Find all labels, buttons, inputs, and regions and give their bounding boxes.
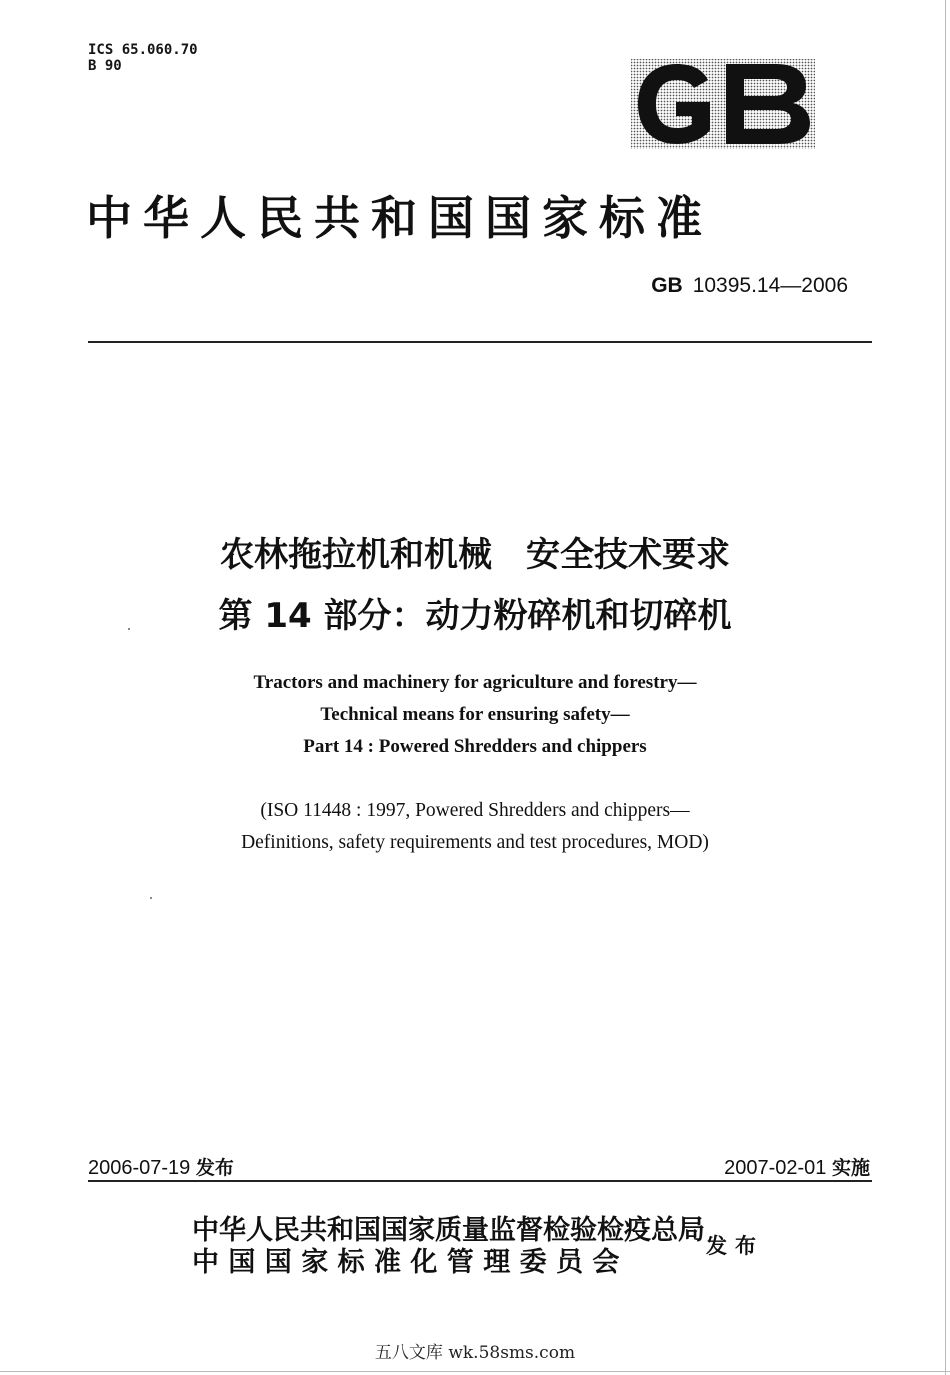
ics-code: ICS 65.060.70 (88, 42, 198, 58)
issuer-line1: 中华人民共和国国家质量监督检验检疫总局 (192, 1215, 705, 1246)
title-en-line2: Technical means for ensuring safety— (320, 704, 630, 725)
scan-edge-bottom (0, 1371, 950, 1372)
footer-divider (88, 1180, 872, 1182)
issue-date-block (88, 1153, 234, 1180)
title-zh-line1: 农林拖拉机和机械 安全技术要求 (220, 535, 730, 575)
classification-codes (88, 42, 198, 74)
title-en-line1: Tractors and machinery for agriculture and forestry— (253, 672, 697, 693)
implement-date: 2007-02-01 (724, 1157, 827, 1179)
scan-edge-right (945, 0, 946, 1375)
iso-reference-line1: (ISO 11448 : 1997, Powered Shredders and chippers— (260, 800, 690, 821)
standard-number (651, 274, 848, 298)
iso-reference-line2: Definitions, safety requirements and test procedures, MOD) (241, 832, 709, 853)
implement-label: 实施 (831, 1157, 870, 1179)
issuer-line2: 中 国 国 家 标 准 化 管 理 委 员 会 (192, 1247, 620, 1278)
watermark: 五八文库 wk.58sms.com (374, 1343, 576, 1363)
header-divider (88, 341, 872, 343)
scan-speck (150, 897, 152, 899)
issue-label: 发布 (195, 1157, 234, 1179)
title-en-line3: Part 14 : Powered Shredders and chippers (303, 736, 647, 757)
standard-code: 10395.14—2006 (692, 274, 848, 297)
issue-date: 2006-07-19 (88, 1157, 191, 1179)
gb-logo-icon (630, 58, 816, 150)
ccs-code: B 90 (88, 58, 122, 74)
implement-date-block (724, 1153, 870, 1180)
title-zh-line2: 第 14 部分：动力粉碎机和切碎机 (218, 596, 732, 636)
publish-label: 发布 (706, 1234, 764, 1258)
standard-prefix: GB (651, 274, 683, 297)
national-standard-title: 中华人民共和国国家标准 (86, 191, 713, 245)
scan-speck (128, 628, 130, 630)
